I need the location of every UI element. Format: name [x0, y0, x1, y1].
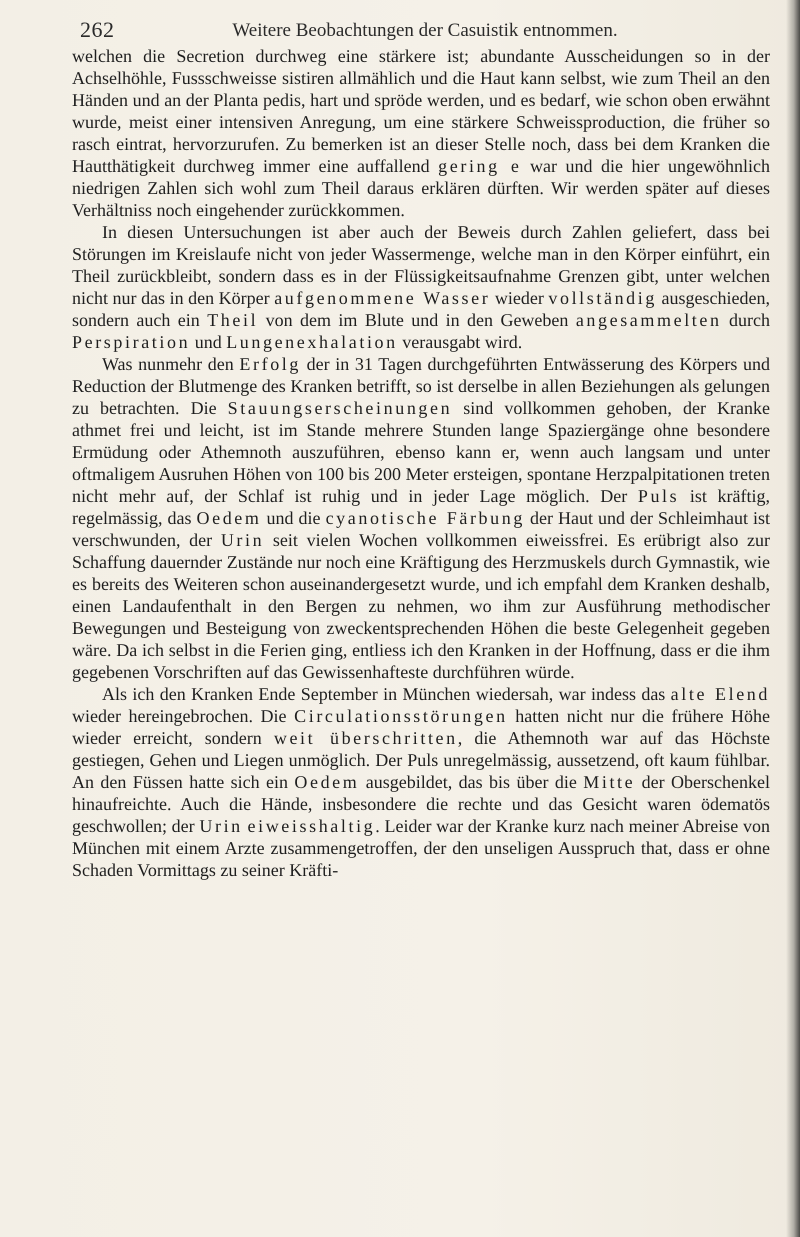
page-binding-shadow	[786, 0, 800, 1237]
emphasis: Circulationsstörungen	[294, 706, 508, 726]
emphasis: Erfolg	[239, 354, 302, 374]
body-text	[72, 45, 770, 881]
emphasis: cyanotische Färbung	[325, 508, 525, 528]
emphasis: Puls	[637, 486, 680, 506]
emphasis: Urin	[220, 530, 265, 550]
emphasis: Mitte	[583, 772, 636, 792]
paragraph-2: In diesen Untersuchungen ist aber auch der Beweis durch Zahlen geliefert, dass bei Störungen im Kreislaufe nicht von jeder Wassermenge, welche man in den Körper einführt, ein Theil zurückbleibt, sondern dass es in der Flüssigkeitsaufnahme Grenzen gibt, unter welchen nicht nur das in den Körper aufgenommene Wasser wieder vollständig ausgeschieden, sondern auch ein Theil von dem im Blute und in den Geweben angesammelten durch Perspiration und Lungenexhalation verausgabt wird.	[72, 222, 770, 352]
emphasis: Oedem	[294, 772, 360, 792]
emphasis: Oedem	[196, 508, 262, 528]
emphasis: angesammelten	[575, 310, 722, 330]
emphasis: Lungenexhalation	[226, 332, 398, 352]
page-number: 262	[80, 17, 115, 42]
emphasis: Stauungserscheinungen	[227, 398, 453, 418]
running-title: Weitere Beobachtungen der Casuistik entnommen.	[232, 20, 618, 41]
emphasis: aufgenommene Wasser	[274, 288, 491, 308]
emphasis: Theil	[207, 310, 259, 330]
emphasis: weit überschritten	[273, 728, 458, 748]
paragraph-3: Was nunmehr den Erfolg der in 31 Tagen durchgeführten Entwässerung des Körpers und Reduction der Blutmenge des Kranken betrifft, so ist derselbe in allen Beziehungen als gelungen zu betrachten. Die Stauungserscheinungen sind vollkommen gehoben, der Kranke athmet frei und leicht, ist im Stande mehrere Stunden lange Spaziergänge ohne besondere Ermüdung oder Athemnoth auszuführen, ebenso kann er, wenn auch langsam und unter oftmaligem Ausruhen Höhen von 100 bis 200 Meter ersteigen, spontane Herzpalpitationen treten nicht mehr auf, der Schlaf ist ruhig und in jeder Lage möglich. Der Puls ist kräftig, regelmässig, das Oedem und die cyanotische Färbung der Haut und der Schleimhaut ist verschwunden, der Urin seit vielen Wochen vollkommen eiweissfrei. Es erübrigt also zur Schaffung dauernder Zustände nur noch eine Kräftigung des Herzmuskels durch Gymnastik, wie es bereits des Weiteren schon auseinandergesetzt wurde, und ich empfahl dem Kranken deshalb, einen Landaufenthalt in den Bergen zu nehmen, wo ihm zur Ausführung methodischer Bewegungen und Besteigung von zweckentsprechenden Höhen die beste Gelegenheit gegeben wäre. Da ich selbst in die Ferien ging, entliess ich den Kranken in der Hoffnung, dass er die ihm gegebenen Vorschriften auf das Gewissenhafteste durchführen würde.	[72, 354, 771, 682]
paragraph-4: Als ich den Kranken Ende September in München wiedersah, war indess das alte Elend wieder hereingebrochen. Die Circulationsstörungen hatten nicht nur die frühere Höhe wieder erreicht, sondern weit überschritten, die Athemnoth war auf das Höchste gestiegen, Gehen und Liegen unmöglich. Der Puls unregelmässig, aussetzend, oft kaum fühlbar. An den Füssen hatte sich ein Oedem ausgebildet, das bis über die Mitte der Oberschenkel hinaufreichte. Auch die Hände, insbesondere die rechte und das Gesicht waren ödematös geschwollen; der Urin eiweisshaltig. Leider war der Kranke kurz nach meiner Abreise von München mit einem Arzte zusammengetroffen, der den unseligen Ausspruch that, dass er ohne Schaden Vormittags zu seiner Kräfti-	[72, 684, 771, 880]
paragraph-1: welchen die Secretion durchweg eine stärkere ist; abundante Ausscheidungen so in der Achselhöhle, Fussschweisse sistiren allmählich und die Haut kann selbst, wie zum Theil an den Händen und an der Planta pedis, hart und spröde werden, und es bedarf, wie schon oben erwähnt wurde, meist einer intensiven Anregung, um eine stärkere Schweissproduction, die früher so rasch eintrat, hervorzurufen. Zu bemerken ist an dieser Stelle noch, dass bei dem Kranken die Hautthätigkeit durchweg immer eine auffallend gering e war und die hier ungewöhnlich niedrigen Zahlen sich wohl zum Theil daraus erklären dürften. Wir werden später auf dieses Verhältniss noch eingehender zurückkommen.	[72, 46, 770, 220]
emphasis: vollständig	[548, 288, 657, 308]
emphasis: Perspiration	[72, 332, 191, 352]
emphasis: Urin	[199, 816, 243, 836]
emphasis: eiweisshaltig	[247, 816, 376, 836]
emphasis: alte Elend	[670, 684, 770, 704]
emphasis: gering e	[438, 156, 522, 176]
